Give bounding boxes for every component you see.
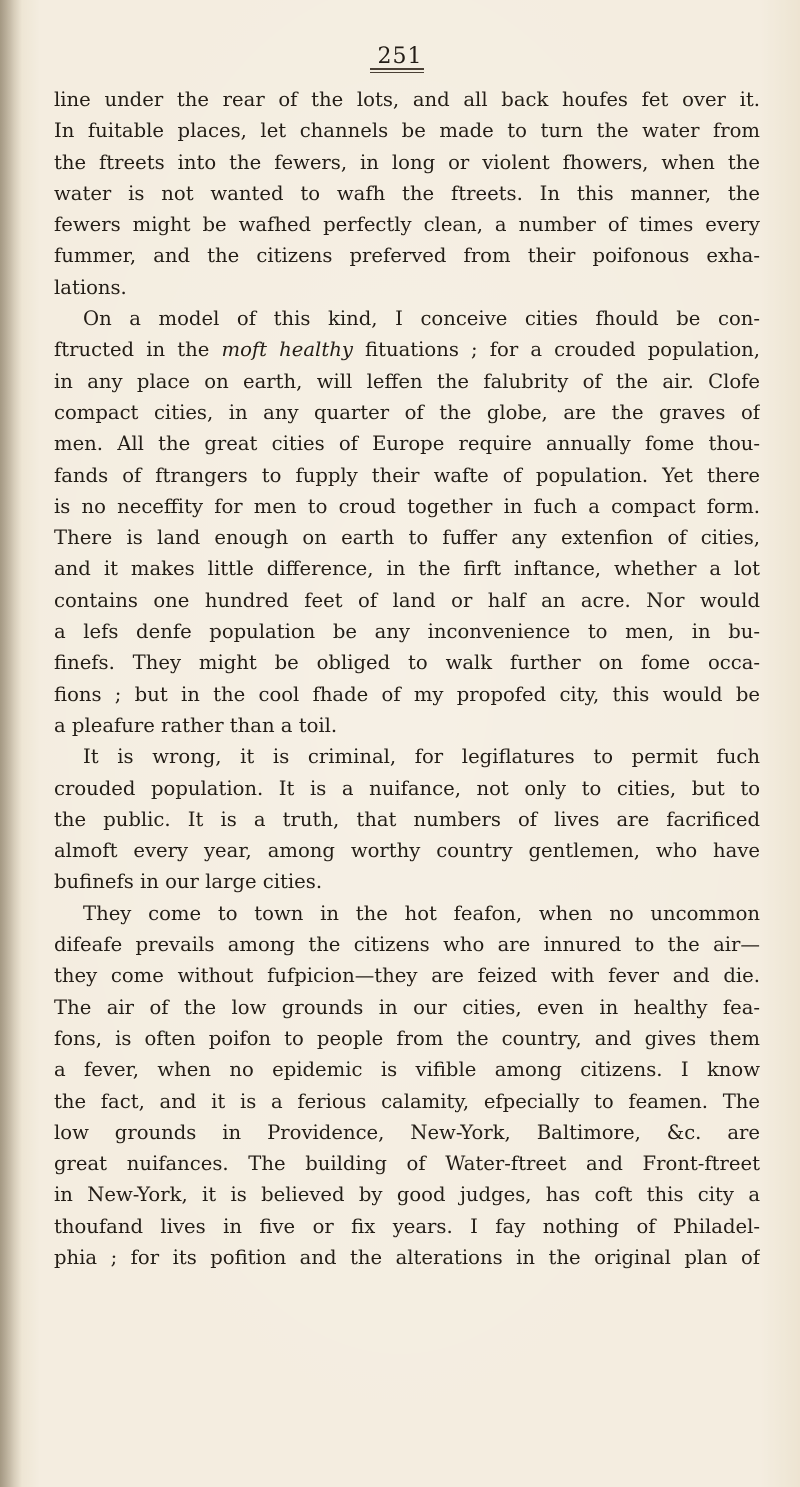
text-line: the fact, and it is a ferious calamity, efpecially to feamen. The — [54, 1089, 760, 1113]
text-line: a lefs denfe population be any inconvenience to men, in bu- — [54, 620, 760, 644]
text-line: and it makes little difference, in the firft inftance, whether a lot — [54, 557, 760, 581]
text-line: phia ; for its pofition and the alterations in the original plan of — [54, 1245, 760, 1269]
text-line: thoufand lives in five or fix years. I fay nothing of Philadel- — [54, 1214, 760, 1238]
text-line: a fever, when no epidemic is vifible among citizens. I know — [54, 1058, 760, 1082]
text-line: in New-York, it is believed by good judges, has coft this city a — [54, 1183, 760, 1207]
page-number-rule — [370, 68, 424, 73]
text-line: contains one hundred feet of land or half an acre. Nor would — [54, 588, 760, 612]
text-line: in any place on earth, will leffen the falubrity of the air. Clofe — [54, 369, 760, 393]
text-line: finefs. They might be obliged to walk further on fome occa- — [54, 651, 760, 675]
text-line: lations. — [54, 275, 127, 299]
text-line: It is wrong, it is criminal, for legiflatures to permit fuch — [83, 745, 760, 769]
text-line: The air of the low grounds in our cities, even in healthy fea- — [54, 995, 760, 1019]
text-line: There is land enough on earth to fuffer any extenfion of cities, — [54, 526, 760, 550]
text-line: water is not wanted to wafh the ftreets. In this manner, the — [54, 181, 760, 205]
italic-text: moft healthy — [221, 338, 353, 362]
text-line: fions ; but in the cool fhade of my propofed city, this would be — [54, 682, 760, 706]
text-line: ftructed in the moft healthy fituations ; for a crouded population, — [54, 338, 760, 362]
text-line: In fuitable places, let channels be made to turn the water from — [54, 119, 760, 143]
text-line: They come to town in the hot feafon, when no uncommon — [83, 901, 760, 925]
page-number: 251 — [377, 44, 423, 69]
text-line: the ftreets into the fewers, in long or violent fhowers, when the — [54, 150, 760, 174]
text-line: is no neceffity for men to croud together in fuch a compact form. — [54, 494, 760, 518]
text-line: bufinefs in our large cities. — [54, 870, 323, 894]
text-line: On a model of this kind, I conceive cities fhould be con- — [83, 307, 760, 331]
text-line: fons, is often poifon to people from the country, and gives them — [54, 1026, 760, 1050]
text-line: fummer, and the citizens preferved from their poifonous exha- — [54, 244, 760, 268]
text-line: men. All the great cities of Europe require annually fome thou- — [54, 432, 760, 456]
body-text — [54, 84, 760, 1273]
text-line: fands of ftrangers to fupply their wafte of population. Yet there — [54, 463, 760, 487]
text-line: great nuifances. The building of Water-ftreet and Front-ftreet — [54, 1152, 760, 1176]
text-line: line under the rear of the lots, and all back houfes fet over it. — [54, 88, 760, 111]
text-line: almoft every year, among worthy country gentlemen, who have — [54, 839, 760, 863]
text-line: they come without fufpicion—they are feized with fever and die. — [54, 964, 760, 988]
text-line: a pleafure rather than a toil. — [54, 713, 338, 737]
text-line: compact cities, in any quarter of the globe, are the graves of — [54, 400, 760, 424]
text-line: low grounds in Providence, New-York, Baltimore, &c. are — [54, 1120, 760, 1144]
binding-gutter-shadow — [0, 0, 22, 1487]
text-line: fewers might be wafhed perfectly clean, a number of times every — [54, 213, 760, 237]
text-line: crouded population. It is a nuifance, not only to cities, but to — [54, 776, 760, 800]
text-line: difeafe prevails among the citizens who are innured to the air— — [54, 933, 760, 957]
text-line: the public. It is a truth, that numbers of lives are facrificed — [54, 807, 760, 831]
